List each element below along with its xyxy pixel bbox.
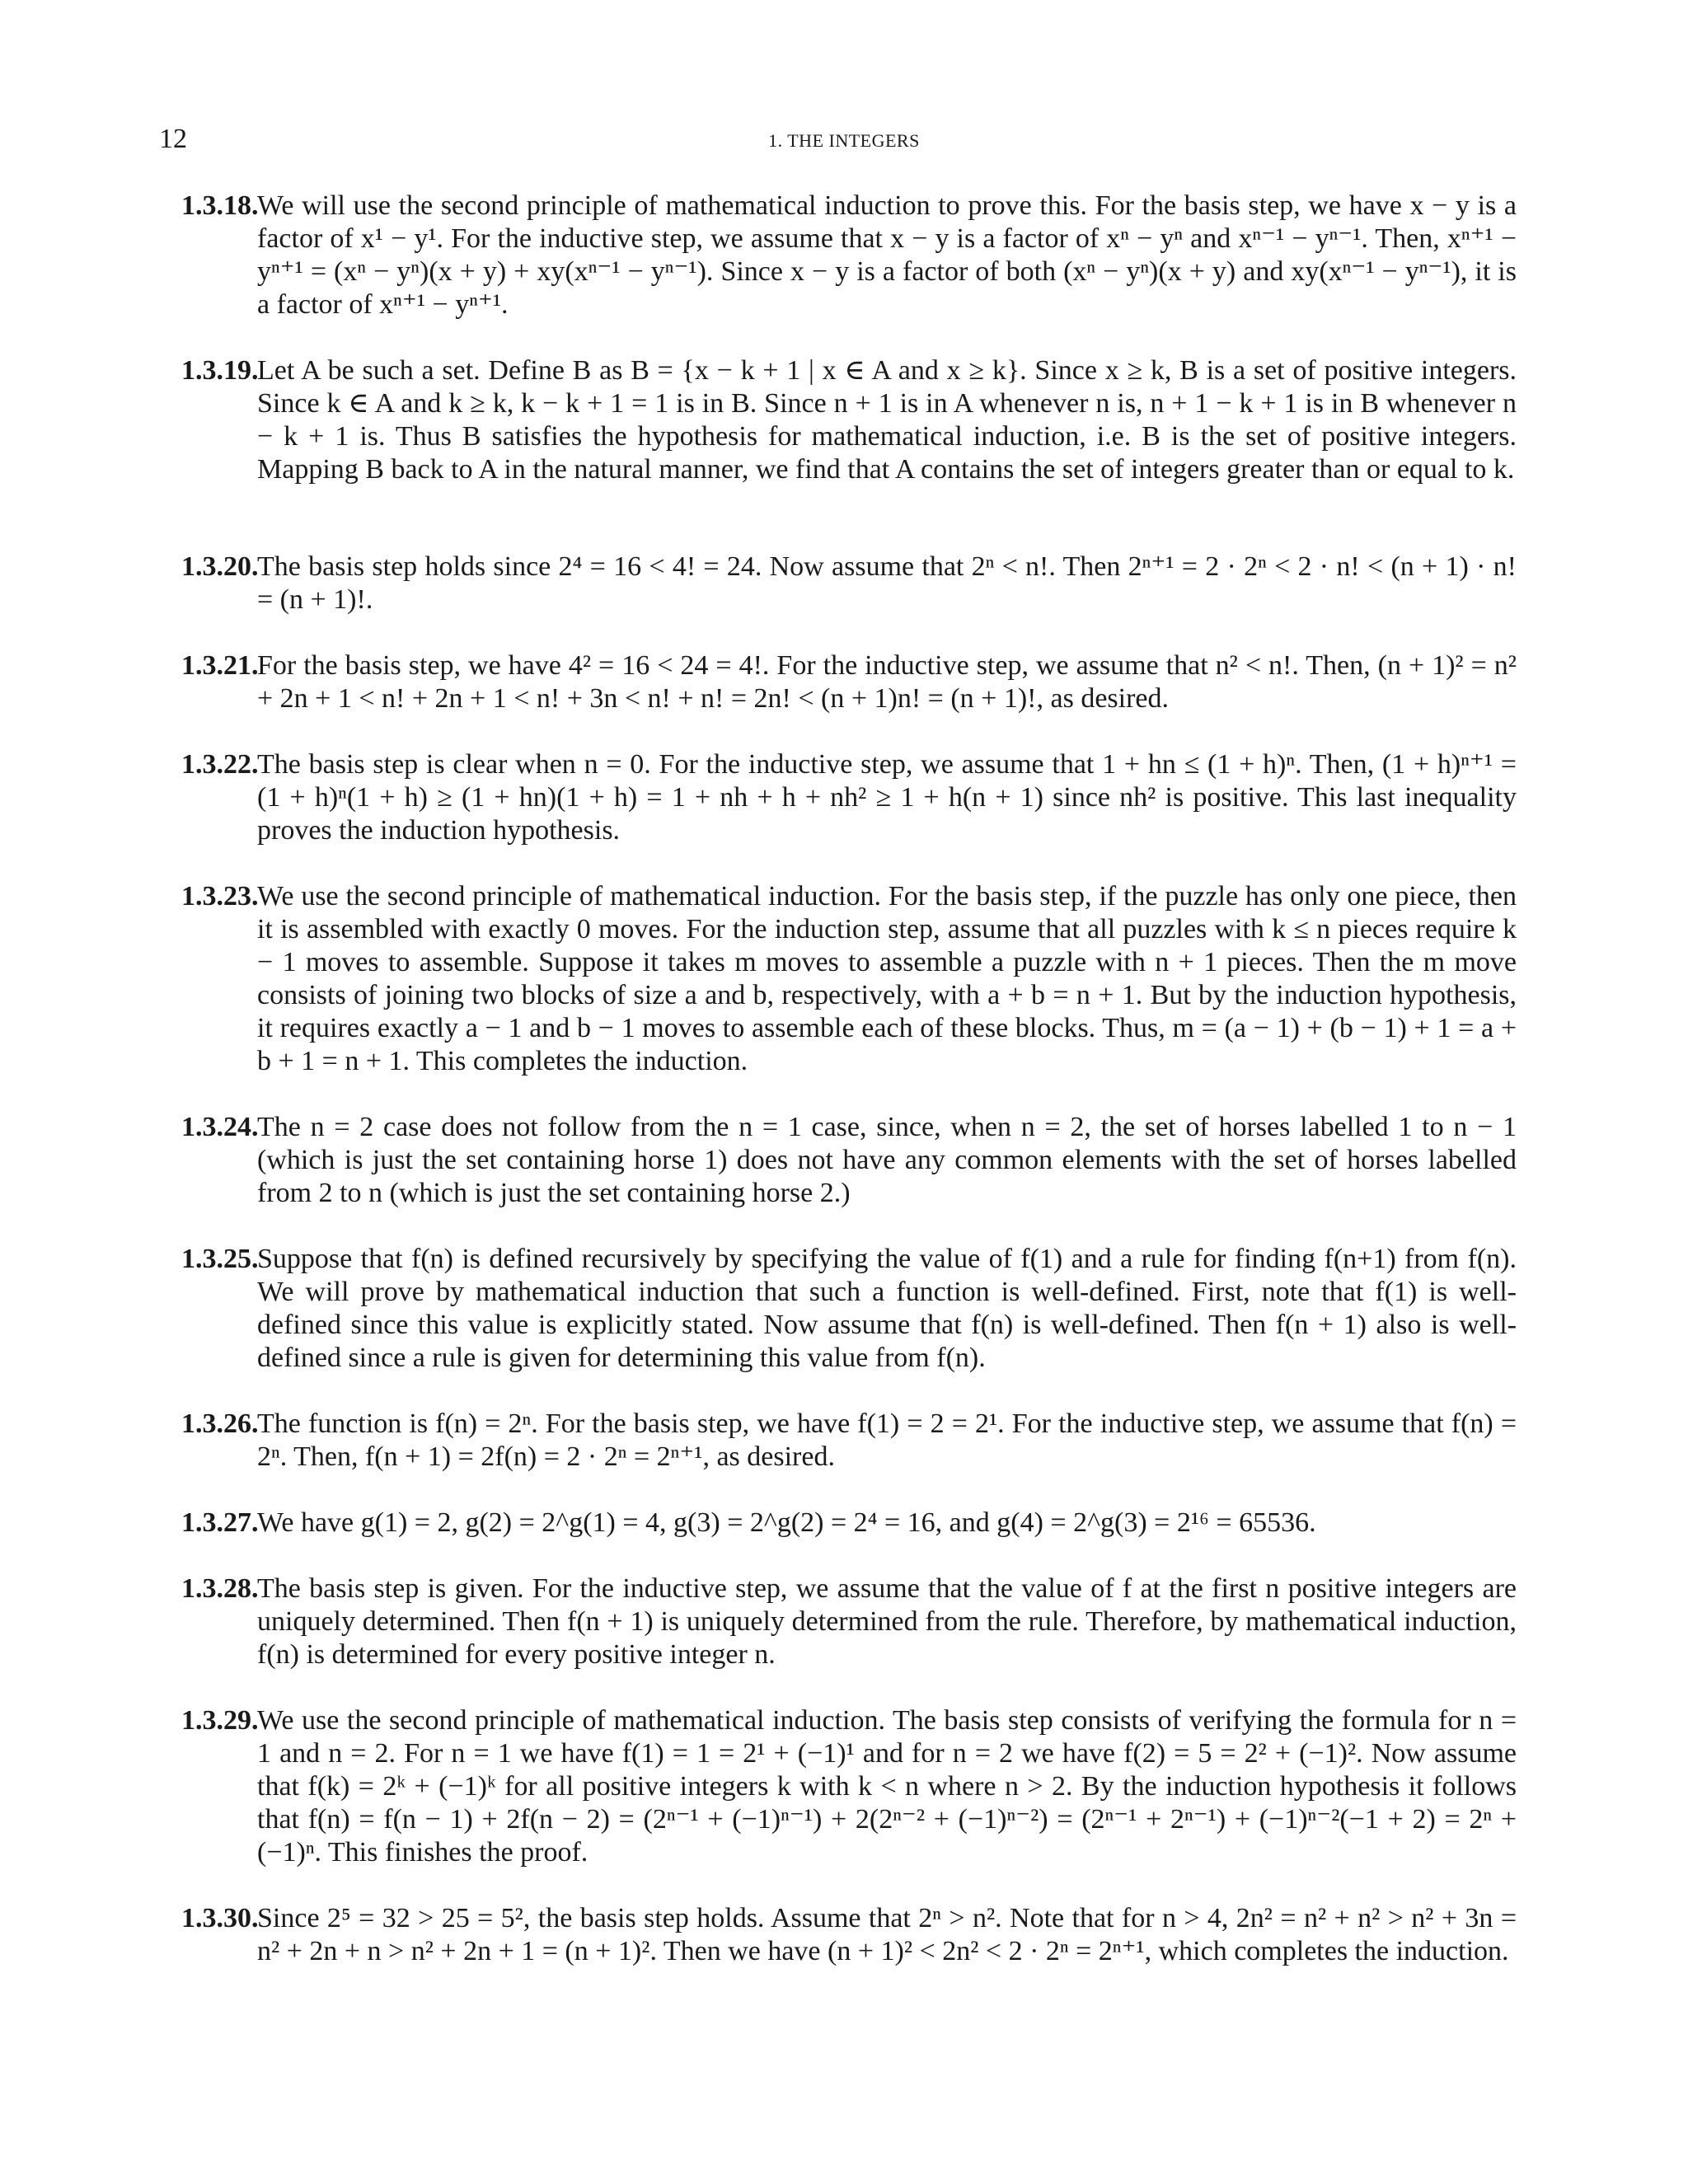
solution-1-3-18 bbox=[181, 190, 1517, 321]
solution-number: 1.3.23. bbox=[181, 881, 259, 912]
solution-text: We have g(1) = 2, g(2) = 2^g(1) = 4, g(3) = 2^g(2) = 2⁴ = 16, and g(4) = 2^g(3) = 2¹⁶ = 65536. bbox=[257, 1507, 1316, 1538]
solution-text: The basis step holds since 2⁴ = 16 < 4! = 24. Now assume that 2ⁿ < n!. Then 2ⁿ⁺¹ = 2 · 2ⁿ < 2 · n! < (n + 1) · n! = (n + 1)!. bbox=[257, 551, 1517, 615]
solution-number: 1.3.24. bbox=[181, 1112, 259, 1142]
solution-text: Let A be such a set. Define B as B = {x − k + 1 | x ∈ A and x ≥ k}. Since x ≥ k, B is a set of positive integers. Since k ∈ A and k ≥ k, k − k + 1 = 1 is in B. Since n + 1 is in A whenever n is, n + 1 − k + 1 is in B whenever n − k + 1 is. Thus B satisfies the hypothesis for mathematical induction, i.e. B is the set of positive integers. Mapping B back to A in the natural manner, we find that A contains the set of integers greater than or equal to k. bbox=[257, 355, 1517, 485]
solution-number: 1.3.29. bbox=[181, 1705, 259, 1736]
solution-text: Suppose that f(n) is defined recursively by specifying the value of f(1) and a rule for finding f(n+1) from f(n). We will prove by mathematical induction that such a function is well-defined. First, note that f(1) is well-defined since this value is explicitly stated. Now assume that f(n) is well-defined. Then f(n + 1) also is well-defined since a rule is given for determining this value from f(n). bbox=[257, 1244, 1517, 1373]
solution-number: 1.3.21. bbox=[181, 650, 259, 681]
solution-text: The function is f(n) = 2ⁿ. For the basis step, we have f(1) = 2 = 2¹. For the inductive step, we assume that f(n) = 2ⁿ. Then, f(n + 1) = 2f(n) = 2 · 2ⁿ = 2ⁿ⁺¹, as desired. bbox=[257, 1408, 1517, 1472]
solution-1-3-27 bbox=[181, 1507, 1517, 1540]
solution-number: 1.3.20. bbox=[181, 551, 259, 582]
solution-1-3-24 bbox=[181, 1111, 1517, 1210]
solution-text: For the basis step, we have 4² = 16 < 24 = 4!. For the inductive step, we assume that n² < n!. Then, (n + 1)² = n² + 2n + 1 < n! + 2n + 1 < n! + 3n < n! + n! = 2n! < (n + 1)n! = (n + 1)!, as desired. bbox=[257, 650, 1517, 714]
solution-number: 1.3.30. bbox=[181, 1903, 259, 1933]
solution-1-3-22 bbox=[181, 748, 1517, 847]
solution-text: The n = 2 case does not follow from the n = 1 case, since, when n = 2, the set of horses labelled 1 to n − 1 (which is just the set containing horse 1) does not have any common elements with the set of horses labelled from 2 to n (which is just the set containing horse 2.) bbox=[257, 1112, 1517, 1208]
solution-1-3-25 bbox=[181, 1243, 1517, 1375]
solution-1-3-28 bbox=[181, 1572, 1517, 1671]
solution-text: We use the second principle of mathematical induction. For the basis step, if the puzzle has only one piece, then it is assembled with exactly 0 moves. For the induction step, assume that all puzzles with k ≤ n pieces require k − 1 moves to assemble. Suppose it takes m moves to assemble a puzzle with n + 1 pieces. Then the m move consists of joining two blocks of size a and b, respectively, with a + b = n + 1. But by the induction hypothesis, it requires exactly a − 1 and b − 1 moves to assemble each of these blocks. Thus, m = (a − 1) + (b − 1) + 1 = a + b + 1 = n + 1. This completes the induction. bbox=[257, 881, 1517, 1076]
solution-number: 1.3.22. bbox=[181, 749, 259, 780]
page-number: 12 bbox=[159, 124, 187, 154]
solution-text: We use the second principle of mathematical induction. The basis step consists of verifying the formula for n = 1 and n = 2. For n = 1 we have f(1) = 1 = 2¹ + (−1)¹ and for n = 2 we have f(2) = 5 = 2² + (−1)². Now assume that f(k) = 2ᵏ + (−1)ᵏ for all positive integers k with k < n where n > 2. By the induction hypothesis it follows that f(n) = f(n − 1) + 2f(n − 2) = (2ⁿ⁻¹ + (−1)ⁿ⁻¹) + 2(2ⁿ⁻² + (−1)ⁿ⁻²) = (2ⁿ⁻¹ + 2ⁿ⁻¹) + (−1)ⁿ⁻²(−1 + 2) = 2ⁿ + (−1)ⁿ. This finishes the proof. bbox=[257, 1705, 1517, 1868]
solution-1-3-21 bbox=[181, 649, 1517, 715]
solution-1-3-19 bbox=[181, 354, 1517, 486]
solution-text: We will use the second principle of mathematical induction to prove this. For the basis step, we have x − y is a factor of x¹ − y¹. For the inductive step, we assume that x − y is a factor of xⁿ − yⁿ and xⁿ⁻¹ − yⁿ⁻¹. Then, xⁿ⁺¹ − yⁿ⁺¹ = (xⁿ − yⁿ)(x + y) + xy(xⁿ⁻¹ − yⁿ⁻¹). Since x − y is a factor of both (xⁿ − yⁿ)(x + y) and xy(xⁿ⁻¹ − yⁿ⁻¹), it is a factor of xⁿ⁺¹ − yⁿ⁺¹. bbox=[257, 190, 1517, 320]
solution-text: The basis step is clear when n = 0. For the inductive step, we assume that 1 + hn ≤ (1 + h)ⁿ. Then, (1 + h)ⁿ⁺¹ = (1 + h)ⁿ(1 + h) ≥ (1 + hn)(1 + h) = 1 + nh + h + nh² ≥ 1 + h(n + 1) since nh² is positive. This last inequality proves the induction hypothesis. bbox=[257, 749, 1517, 846]
running-head: 1. THE INTEGERS bbox=[768, 130, 920, 151]
solution-number: 1.3.18. bbox=[181, 190, 259, 221]
solution-1-3-30 bbox=[181, 1902, 1517, 1968]
solution-text: The basis step is given. For the inductive step, we assume that the value of f at the first n positive integers are uniquely determined. Then f(n + 1) is uniquely determined from the rule. Therefore, by mathematical induction, f(n) is determined for every positive integer n. bbox=[257, 1573, 1517, 1670]
solution-number: 1.3.28. bbox=[181, 1573, 259, 1604]
solution-1-3-26 bbox=[181, 1408, 1517, 1474]
solution-text: Since 2⁵ = 32 > 25 = 5², the basis step holds. Assume that 2ⁿ > n². Note that for n > 4, 2n² = n² + n² > n² + 3n = n² + 2n + n > n² + 2n + 1 = (n + 1)². Then we have (n + 1)² < 2n² < 2 · 2ⁿ = 2ⁿ⁺¹, which completes the induction. bbox=[257, 1903, 1517, 1966]
solution-1-3-23 bbox=[181, 880, 1517, 1078]
solution-number: 1.3.26. bbox=[181, 1408, 259, 1439]
solution-number: 1.3.19. bbox=[181, 355, 259, 386]
solution-number: 1.3.27. bbox=[181, 1507, 259, 1538]
solution-number: 1.3.25. bbox=[181, 1244, 259, 1274]
solution-1-3-20 bbox=[181, 551, 1517, 616]
solution-1-3-29 bbox=[181, 1704, 1517, 1869]
